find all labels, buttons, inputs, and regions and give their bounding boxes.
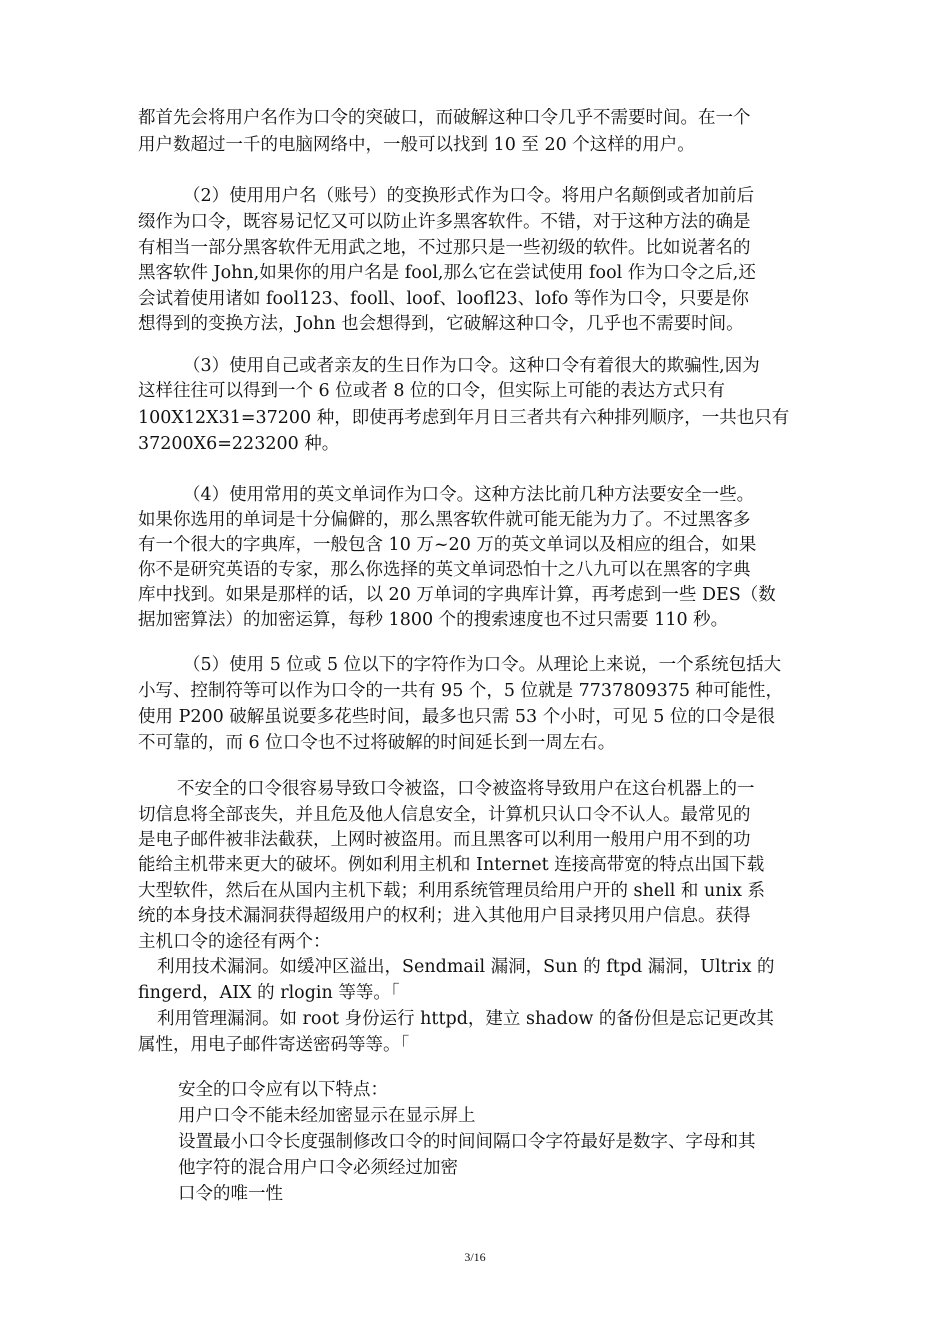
- text-line: 大型软件，然后在从国内主机下载；利用系统管理员给用户开的 shell 和 unix 系: [138, 881, 766, 901]
- text-line: 主机口令的途径有两个：: [138, 932, 331, 952]
- text-line: 不安全的口令很容易导致口令被盗，口令被盗将导致用户在这台机器上的一: [177, 779, 755, 799]
- text-line: 会试着使用诸如 fool123、fooll、loof、loofl23、lofo 等作为口令，只要是你: [138, 289, 749, 309]
- text-line: 统的本身技术漏洞获得超级用户的权利；进入其他用户目录拷贝用户信息。获得: [138, 906, 751, 926]
- text-line: 使用 P200 破解虽说要多花些时间，最多也只需 53 个小时，可见 5 位的口令是很: [138, 707, 775, 727]
- text-line: 口令的唯一性: [178, 1184, 283, 1204]
- text-line: 黑客软件 John,如果你的用户名是 fool,那么它在尝试使用 fool 作为口令之后,还: [138, 263, 756, 283]
- text-line: 设置最小口令长度强制修改口令的时间间隔口令字符最好是数字、字母和其: [178, 1132, 756, 1152]
- text-line: 切信息将全部丧失，并且危及他人信息安全，计算机只认口令不认人。最常见的: [138, 805, 751, 825]
- text-line: 安全的口令应有以下特点：: [178, 1080, 388, 1100]
- text-line: 用户口令不能未经加密显示在显示屏上: [178, 1106, 476, 1126]
- text-line: （3）使用自己或者亲友的生日作为口令。这种口令有着很大的欺骗性,因为: [183, 356, 760, 376]
- text-line: fingerd，AIX 的 rlogin 等等。「: [138, 983, 400, 1003]
- text-line: 用户数超过一千的电脑网络中，一般可以找到 10 至 20 个这样的用户。: [138, 135, 695, 155]
- text-line: 利用技术漏洞。如缓冲区溢出，Sendmail 漏洞，Sun 的 ftpd 漏洞，Ultrix 的: [157, 957, 775, 977]
- text-line: 这样往往可以得到一个 6 位或者 8 位的口令，但实际上可能的表达方式只有: [138, 381, 726, 401]
- text-line: 小写、控制符等可以作为口令的一共有 95 个，5 位就是 7737809375 种可能性，: [138, 681, 784, 701]
- text-line: 37200X6=223200 种。: [138, 434, 340, 454]
- text-line: 有一个很大的字典库，一般包含 10 万~20 万的英文单词以及相应的组合，如果: [138, 535, 757, 555]
- text-line: 你不是研究英语的专家，那么你选择的英文单词恐怕十之八九可以在黑客的字典: [138, 560, 751, 580]
- text-line: 缀作为口令，既容易记忆又可以防止许多黑客软件。不错，对于这种方法的确是: [138, 212, 751, 232]
- text-line: 不可靠的，而 6 位口令也不过将破解的时间延长到一周左右。: [138, 733, 616, 753]
- text-line: 能给主机带来更大的破坏。例如利用主机和 Internet 连接高带宽的特点出国下载: [138, 855, 765, 875]
- page-number: 3/16: [464, 1250, 486, 1264]
- text-line: 据加密算法）的加密运算，每秒 1800 个的搜索速度也不过只需要 110 秒。: [138, 610, 729, 630]
- text-line: 利用管理漏洞。如 root 身份运行 httpd，建立 shadow 的备份但是忘记更改其: [157, 1009, 774, 1029]
- text-line: 100X12X31=37200 种，即使再考虑到年月日三者共有六种排列顺序，一共也只有: [138, 408, 790, 428]
- text-line: 想得到的变换方法，John 也会想得到，它破解这种口令，几乎也不需要时间。: [138, 314, 744, 334]
- text-line: （2）使用用户名（账号）的变换形式作为口令。将用户名颠倒或者加前后: [183, 186, 755, 206]
- text-line: （5）使用 5 位或 5 位以下的字符作为口令。从理论上来说，一个系统包括大: [183, 655, 782, 675]
- text-line: 属性，用电子邮件寄送密码等等。「: [138, 1035, 410, 1055]
- text-line: 如果你选用的单词是十分偏僻的，那么黑客软件就可能无能为力了。不过黑客多: [138, 510, 751, 530]
- text-line: 是电子邮件被非法截获，上网时被盗用。而且黑客可以利用一般用户用不到的功: [138, 830, 751, 850]
- text-line: 他字符的混合用户口令必须经过加密: [178, 1158, 458, 1178]
- text-line: （4）使用常用的英文单词作为口令。这种方法比前几种方法要安全一些。: [183, 485, 755, 505]
- text-line: 都首先会将用户名作为口令的突破口，而破解这种口令几乎不需要时间。在一个: [138, 108, 751, 128]
- text-line: 库中找到。如果是那样的话，以 20 万单词的字典库计算，再考虑到一些 DES（数: [138, 585, 776, 605]
- text-line: 有相当一部分黑客软件无用武之地，不过那只是一些初级的软件。比如说著名的: [138, 238, 751, 258]
